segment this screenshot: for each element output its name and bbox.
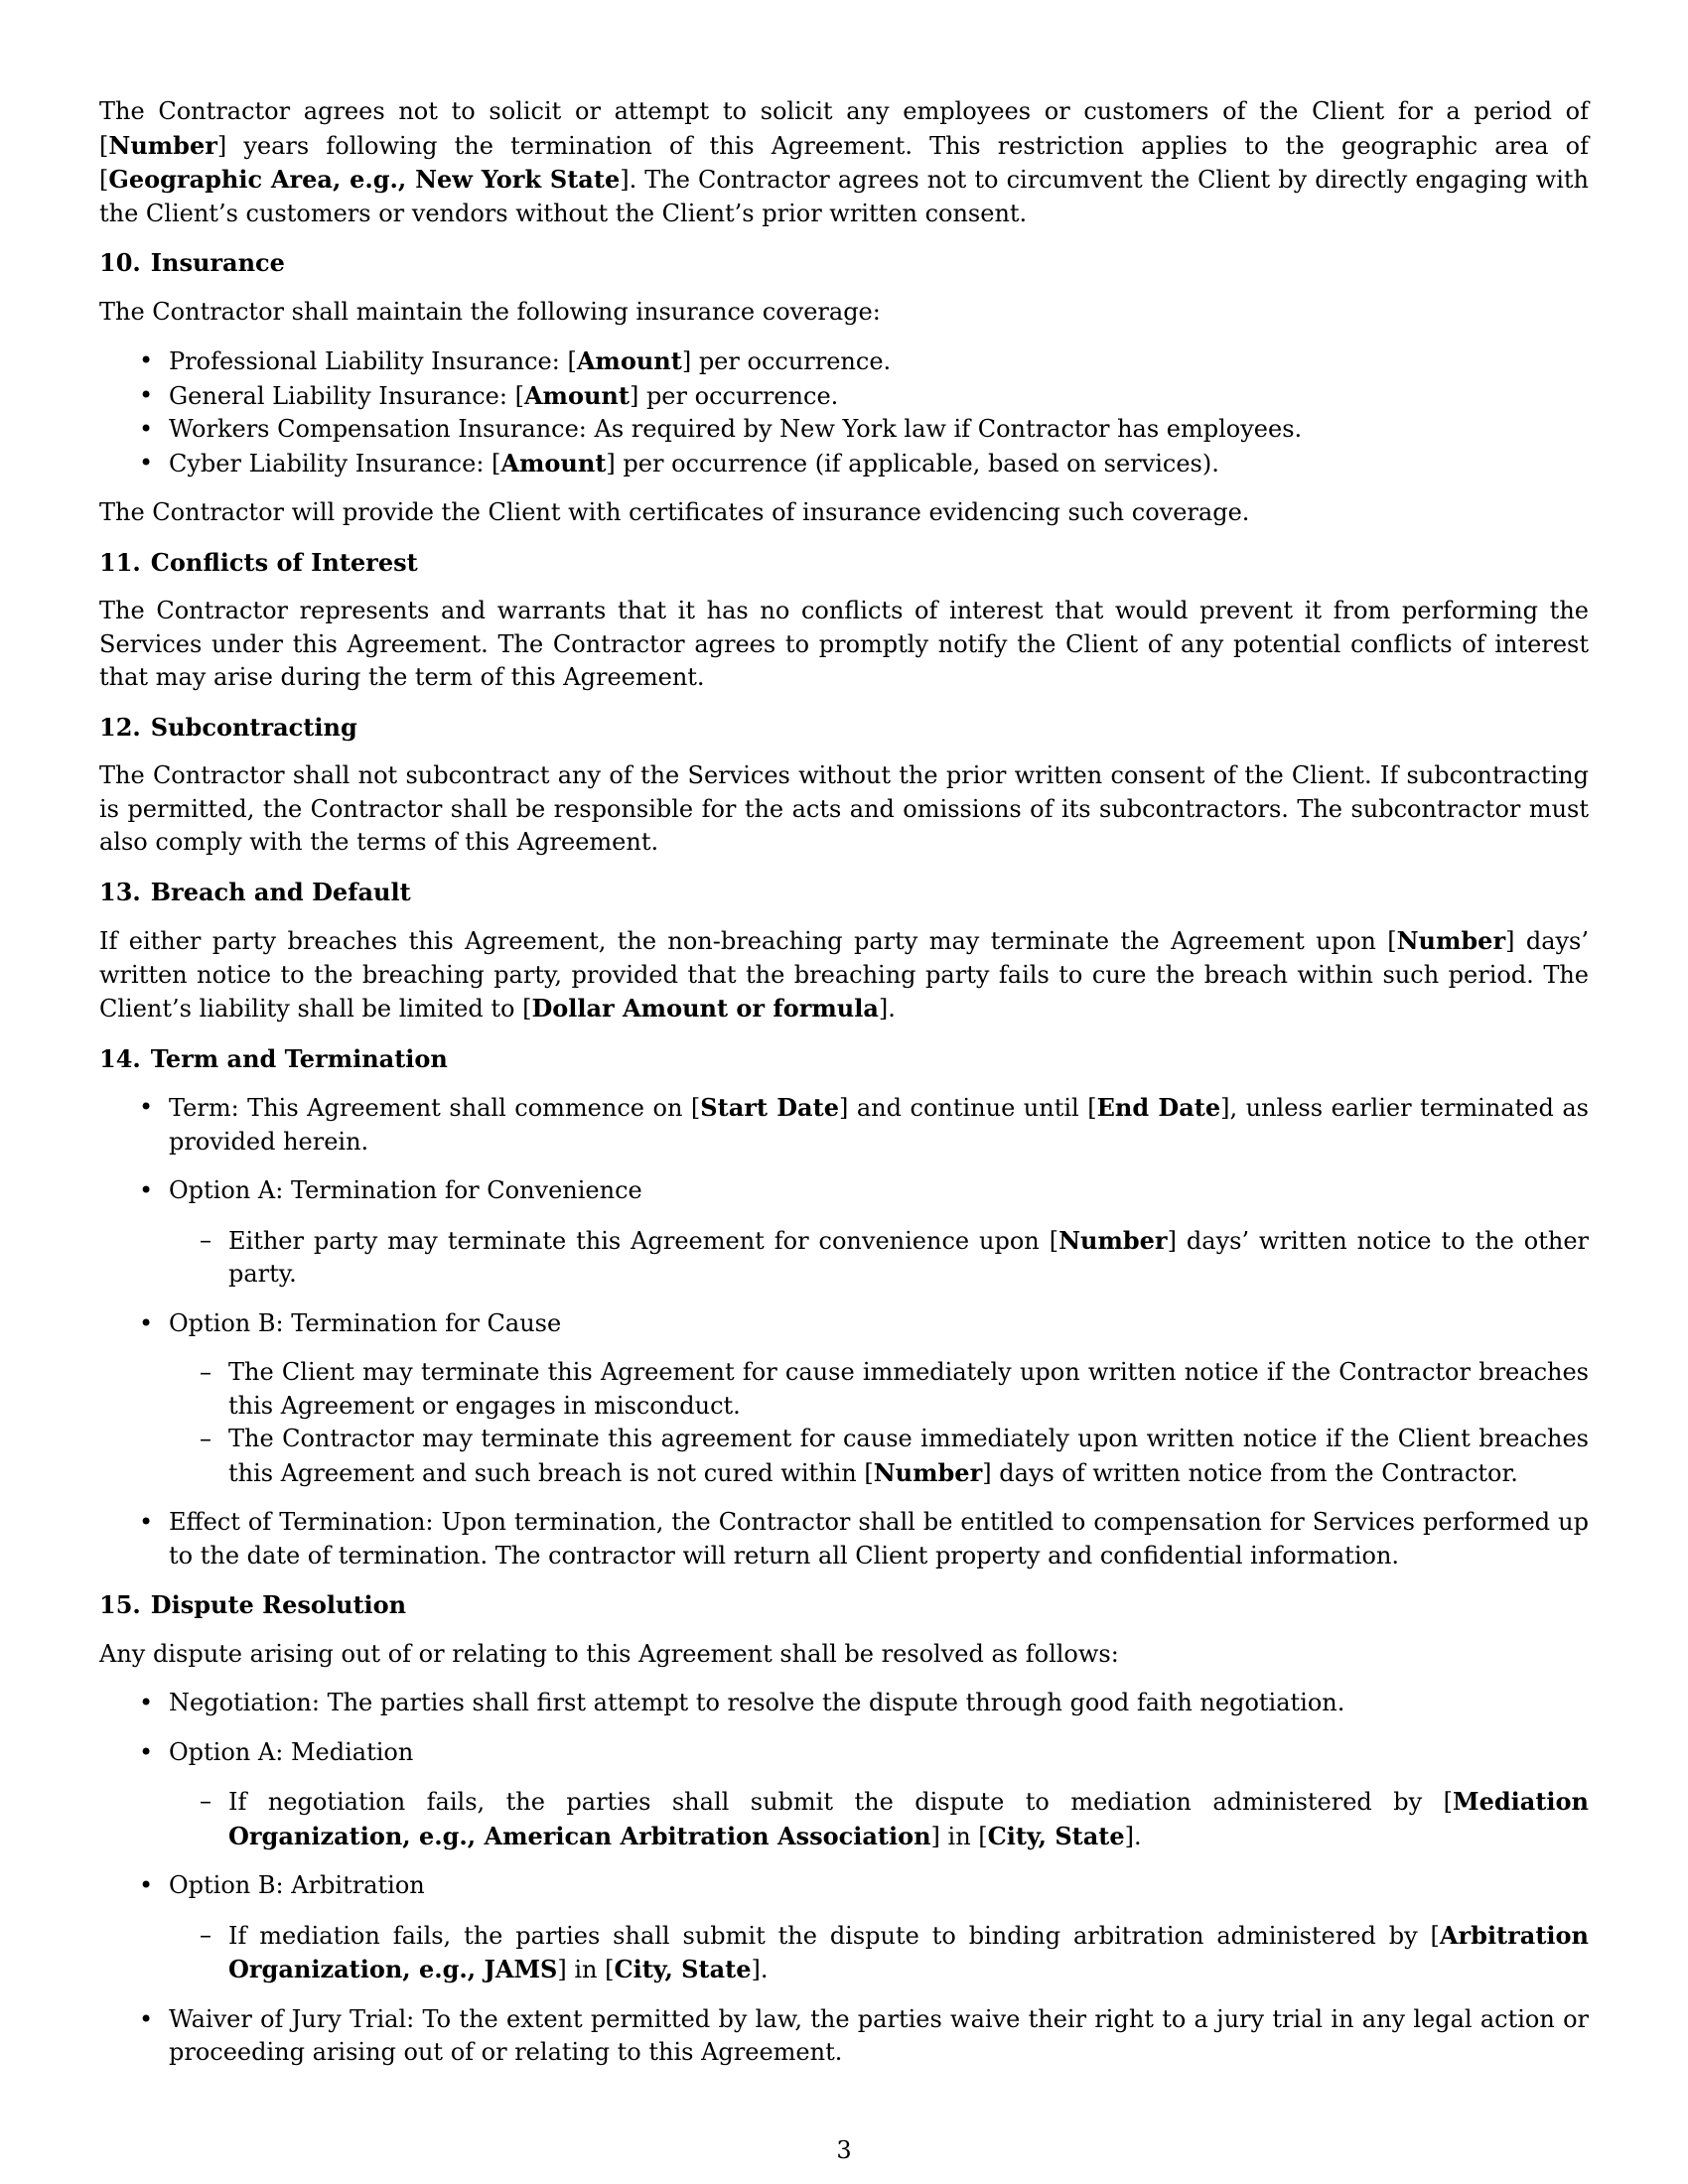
breach-paragraph: If either party breaches this Agreement, the non-breaching party may terminate the Agreement upon [Number] days’ written notice to the breaching party, provided that the breaching party fails to cure the breach within such period. The Client’s liability shall be limited to [Dollar Amount or formula]. (99, 926, 1590, 1023)
list-item: • Effect of Termination: Upon termination, the Contractor shall be entitled to compensation for Services performed up to the date of termination. The contractor will return all Client property and confidential information. (139, 1508, 1589, 1570)
term-list (99, 1091, 1589, 1572)
sub-list-item: – The Client may terminate this Agreement for cause immediately upon written notice if the Contractor breaches this Agreement or engages in misconduct. (200, 1358, 1589, 1420)
sub-list (169, 1224, 1589, 1292)
conflicts-paragraph: The Contractor represents and warrants that it has no conflicts of interest that would prevent it from performing the Services under this Agreement. The Contractor agrees to promptly notify the Client of any potential conflicts of interest that may arise during the term of this Agreement. (99, 597, 1589, 691)
list-item: • Option A: Mediation – If negotiation fails, the parties shall submit the dispute to mediation administered by [Mediation Organization, e.g., American Arbitration Association] in [City, State]. (99, 1736, 1589, 1854)
section-heading-insurance: 10. Insurance (99, 248, 285, 277)
list-item: • Option B: Arbitration – If mediation fails, the parties shall submit the dispute to binding arbitration administered by [Arbitration Organization, e.g., JAMS] in [City, State]. (99, 1869, 1589, 1987)
sub-list (169, 1356, 1589, 1490)
list-item: • Option B: Termination for Cause – The Client may terminate this Agreement for cause immediately upon written notice if the Contractor breaches this Agreement or engages in misconduct. – The Contractor may terminate this agreement for cause immediately upon written notice if the Client breaches this Agreement and such breach is not cured within [Number] days of written notice from the Contractor. (99, 1307, 1589, 1491)
sub-list (169, 1785, 1589, 1853)
dispute-list (99, 1687, 1589, 2070)
section-heading-subcontracting: 12. Subcontracting (99, 712, 357, 742)
sub-list-item: – The Contractor may terminate this agreement for cause immediately upon written notice if the Client breaches this Agreement and such breach is not cured within [Number] days of written notice from the Contractor. (200, 1425, 1589, 1487)
list-item: • Option A: Termination for Convenience – Either party may terminate this Agreement for convenience upon [Number] days’ written notice to the other party. (99, 1174, 1589, 1292)
list-item: • Waiver of Jury Trial: To the extent permitted by law, the parties waive their right to a jury trial in any legal action or proceeding arising out of or relating to this Agreement. (139, 2004, 1589, 2066)
section-heading-dispute: 15. Dispute Resolution (99, 1590, 407, 1619)
section-heading-term: 14. Term and Termination (99, 1043, 448, 1073)
sub-list-item: – Either party may terminate this Agreement for convenience upon [Number] days’ written notice to the other party. (200, 1225, 1589, 1288)
non-solicitation-paragraph: The Contractor agrees not to solicit or attempt to solicit any employees or customers of the Client for a period of [Number] years following the termination of this Agreement. This restriction applies to the geographic area of [Geographic Area, e.g., New York State]. The Contractor agrees not to circumvent the Client by directly engaging with the Client’s customers or vendors without the Client’s prior written consent. (99, 97, 1589, 227)
list-item: • Term: This Agreement shall commence on [Start Date] and continue until [End Date], unless earlier terminated as provided herein. (139, 1093, 1589, 1156)
subcontracting-paragraph: The Contractor shall not subcontract any of the Services without the prior written consent of the Client. If subcontracting is permitted, the Contractor shall be responsible for the acts and omissions of its subcontractors. The subcontractor must also comply with the terms of this Agreement. (99, 761, 1589, 856)
list-item: • Cyber Liability Insurance: [Amount] per occurrence (if applicable, based on services). (139, 448, 1219, 478)
section-heading-conflicts: 11. Conflicts of Interest (99, 547, 418, 577)
list-item: • Negotiation: The parties shall first attempt to resolve the dispute through good faith negotiation. (139, 1689, 1345, 1716)
sub-list-item: – If mediation fails, the parties shall submit the dispute to binding arbitration administered by [Arbitration Organization, e.g., JAMS] in [City, State]. (200, 1920, 1589, 1983)
insurance-list (99, 344, 1589, 480)
list-item: • General Liability Insurance: [Amount] per occurrence. (139, 380, 839, 410)
sub-list (169, 1919, 1589, 1987)
insurance-intro: The Contractor shall maintain the following insurance coverage: (99, 297, 881, 326)
list-item: • Professional Liability Insurance: [Amount] per occurrence. (139, 346, 892, 375)
page-number: 3 (836, 2136, 852, 2164)
list-item: • Workers Compensation Insurance: As required by New York law if Contractor has employees. (139, 415, 1303, 443)
dispute-intro: Any dispute arising out of or relating to this Agreement shall be resolved as follows: (99, 1639, 1119, 1668)
sub-list-item: – If negotiation fails, the parties shall submit the dispute to mediation administered by [Mediation Organization, e.g., American Arbitration Association] in [City, State]. (200, 1787, 1589, 1850)
insurance-outro: The Contractor will provide the Client with certificates of insurance evidencing such coverage. (99, 498, 1250, 526)
section-heading-breach: 13. Breach and Default (99, 877, 411, 906)
